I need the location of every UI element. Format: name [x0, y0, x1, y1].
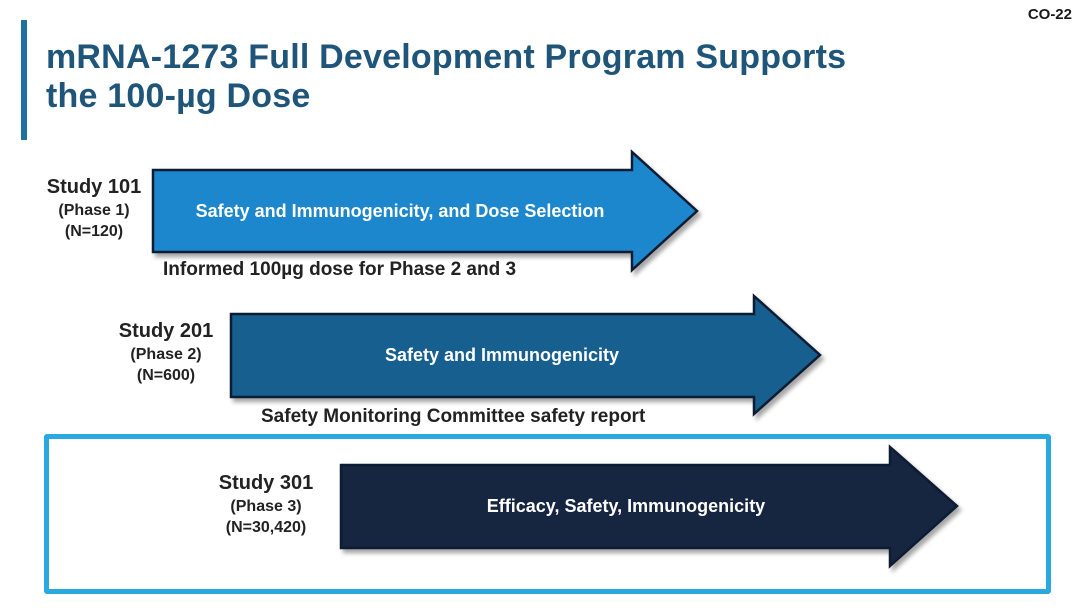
study-201-outcome: Safety Monitoring Committee safety report	[261, 406, 646, 427]
study-101-name: Study 101	[46, 176, 142, 198]
study-101-phase: (Phase 1)	[58, 202, 130, 219]
study-101-arrow-text: Safety and Immunogenicity, and Dose Selection	[195, 201, 605, 221]
page-title-line-2: the 100-µg Dose	[46, 77, 311, 115]
study-301-n: (N=30,420)	[225, 519, 307, 536]
study-301-arrow-text: Efficacy, Safety, Immunogenicity	[486, 496, 766, 516]
slide-number: CO-22	[1027, 6, 1072, 23]
study-201-label	[96, 318, 236, 386]
study-101-outcome: Informed 100µg dose for Phase 2 and 3	[163, 259, 517, 280]
study-301-label	[196, 470, 336, 538]
study-201-name: Study 201	[118, 320, 214, 342]
study-201-arrow-text: Safety and Immunogenicity	[384, 345, 620, 365]
study-101-n: (N=120)	[64, 223, 124, 240]
study-301-phase: (Phase 3)	[230, 498, 302, 515]
study-101-label	[24, 174, 164, 242]
page-title-line-1: mRNA-1273 Full Development Program Supports	[46, 38, 847, 76]
study-301-name: Study 301	[218, 472, 314, 494]
study-201-phase: (Phase 2)	[130, 346, 202, 363]
study-201-n: (N=600)	[136, 367, 196, 384]
